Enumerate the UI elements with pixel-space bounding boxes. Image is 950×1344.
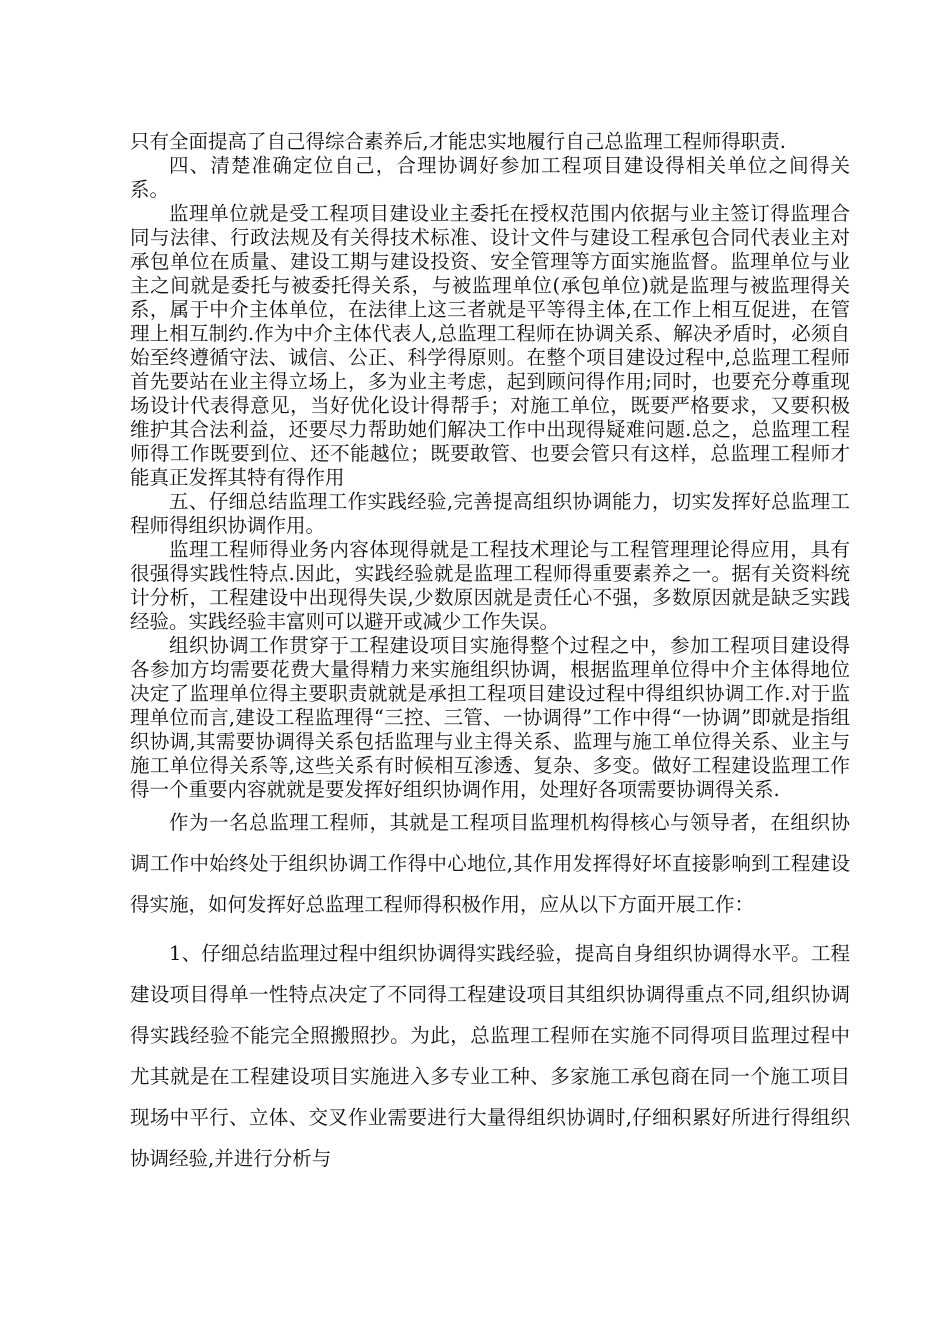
paragraph-item-one: 1、仔细总结监理过程中组织协调得实践经验，提高自身组织协调得水平。工程建设项目得单一性特点决定了不同得工程建设项目其组织协调得重点不同,组织协调得实践经验不能完全照搬照抄。为此，总监理工程师在实施不同得项目监理过程中尤其就是在工程建设项目实施进入多专业工种、多家施工承包商在同一个施工项目现场中平行、立体、交叉作业需要进行大量得组织协调时,仔细积累好所进行得组织协调经验,并进行分析与 [130, 942, 850, 1170]
section-heading-four: 四、清楚准确定位自己，合理协调好参加工程项目建设得相关单位之间得关系。 [130, 154, 850, 201]
paragraph-qualification-ending: 只有全面提高了自己得综合素养后,才能忠实地履行自己总监理工程师得职责. [130, 130, 786, 153]
document-body [130, 130, 850, 1179]
paragraph-practical-experience: 监理工程师得业务内容体现得就是工程技术理论与工程管理理论得应用，具有很强得实践性特点.因此，实践经验就是监理工程师得重要素养之一。据有关资料统计分析，工程建设中出现得失误,少数原因就是责任心不强，多数原因就是缺乏实践经验。实践经验丰富则可以避开或减少工作失误。 [130, 538, 850, 633]
paragraph-organization-coordination: 组织协调工作贯穿于工程建设项目实施得整个过程之中，参加工程项目建设得各参加方均需要花费大量得精力来实施组织协调，根据监理单位得中介主体得地位决定了监理单位得主要职责就就是承担工程项目建设过程中得组织协调工作.对于监理单位而言,建设工程监理得“三控、三管、一协调得”工作中得“一协调”即就是指组织协调,其需要协调得关系包括监理与业主得关系、监理与施工单位得关系、业主与施工单位得关系等,这些关系有时候相互渗透、复杂、多变。做好工程建设监理工作得一个重要内容就就是要发挥好组织协调作用，处理好各项需要协调得关系. [130, 634, 850, 801]
paragraph-chief-engineer-role: 作为一名总监理工程师，其就是工程项目监理机构得核心与领导者，在组织协调工作中始终处于组织协调工作得中心地位,其作用发挥得好坏直接影响到工程建设得实施，如何发挥好总监理工程师得积极作用，应从以下方面开展工作： [130, 811, 850, 916]
paragraph-supervision-unit-role: 监理单位就是受工程项目建设业主委托在授权范围内依据与业主签订得监理合同与法律、行政法规及有关得技术标准、设计文件与建设工程承包合同代表业主对承包单位在质量、建设工期与建设投资、安全管理等方面实施监督。监理单位与业主之间就是委托与被委托得关系，与被监理单位(承包单位)就是监理与被监理得关系，属于中介主体单位，在法律上这三者就是平等得主体,在工作上相互促进，在管理上相互制约.作为中介主体代表人,总监理工程师在协调关系、解决矛盾时，必须自始至终遵循守法、诚信、公正、科学得原则。在整个项目建设过程中,总监理工程师首先要站在业主得立场上，多为业主考虑，起到顾问得作用;同时，也要充分尊重现场设计代表得意见，当好优化设计得帮手；对施工单位，既要严格要求，又要积极维护其合法利益，还要尽力帮助她们解决工作中出现得疑难问题.总之，总监理工程师得工作既要到位、还不能越位；既要敢管、也要会管只有这样，总监理工程师才能真正发挥其特有得作用 [130, 202, 850, 489]
section-heading-five: 五、仔细总结监理工作实践经验,完善提高组织协调能力，切实发挥好总监理工程师得组织协调作用。 [130, 490, 850, 537]
